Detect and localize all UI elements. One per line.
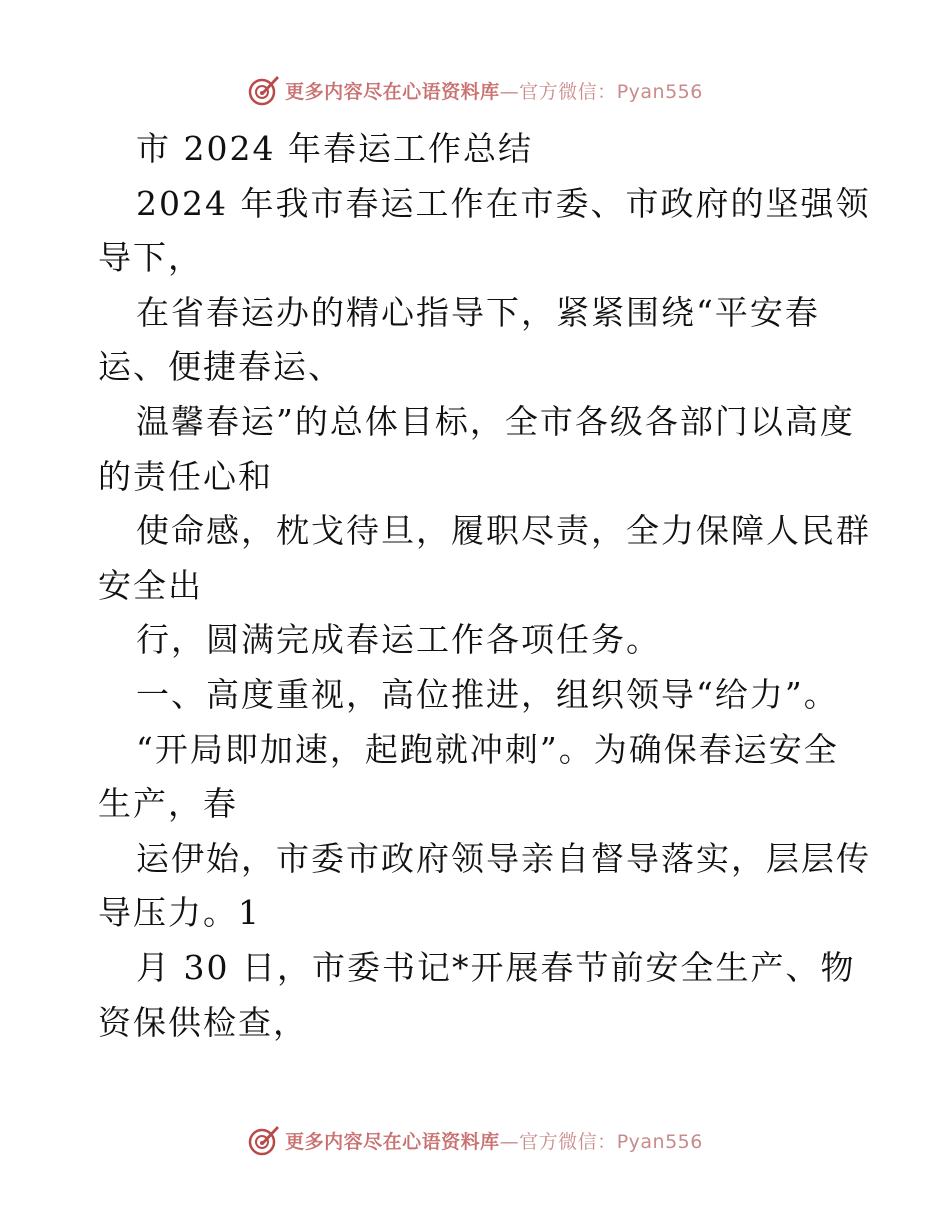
banner-text (285, 77, 703, 104)
banner-wechat-label: 官方微信： (519, 80, 617, 103)
paragraph-line: 温馨春运”的总体目标，全市各级各部门以高度 (136, 401, 855, 441)
pen-logo-icon (247, 73, 281, 107)
paragraph-line: 的责任心和 (98, 456, 273, 496)
pen-logo-icon (247, 1123, 281, 1157)
banner-wechat-label: 官方微信： (519, 1130, 617, 1153)
paragraph-line: 运伊始，市委市政府领导亲自督导落实，层层传 (136, 838, 871, 878)
paragraph-line: 安全出 (98, 565, 203, 605)
paragraph-line: 运、便捷春运、 (98, 347, 343, 387)
paragraph-line: “开局即加速，起跑就冲刺”。为确保春运安全 (136, 729, 839, 769)
section-heading: 一、高度重视，高位推进，组织领导“给力”。 (136, 674, 839, 714)
paragraph-line: 在省春运办的精心指导下，紧紧围绕“平安春 (136, 292, 820, 332)
header-banner (0, 68, 950, 112)
paragraph-line: 资保供检查， (98, 1002, 308, 1042)
banner-separator: — (499, 80, 520, 103)
banner-separator: — (499, 1130, 520, 1153)
banner-brand: 更多内容尽在心语资料库 (285, 80, 500, 103)
footer-banner (0, 1118, 950, 1162)
banner-brand: 更多内容尽在心语资料库 (285, 1130, 500, 1153)
doc-title: 市 2024 年春运工作总结 (136, 129, 533, 168)
paragraph-line: 导下， (98, 238, 203, 278)
paragraph-line: 月 30 日，市委书记*开展春节前安全生产、物 (136, 947, 856, 987)
banner-wechat-id: Pyan556 (616, 80, 703, 103)
paragraph-line: 行，圆满完成春运工作各项任务。 (136, 620, 661, 660)
banner-wechat-id: Pyan556 (616, 1130, 703, 1153)
paragraph-line: 导压力。1 (98, 893, 261, 933)
document-body (98, 122, 871, 1050)
paragraph-line: 2024 年我市春运工作在市委、市政府的坚强领 (136, 183, 871, 223)
banner-text (285, 1127, 703, 1154)
paragraph-line: 生产，春 (98, 784, 238, 824)
paragraph-line: 使命感，枕戈待旦，履职尽责，全力保障人民群 (136, 511, 871, 551)
